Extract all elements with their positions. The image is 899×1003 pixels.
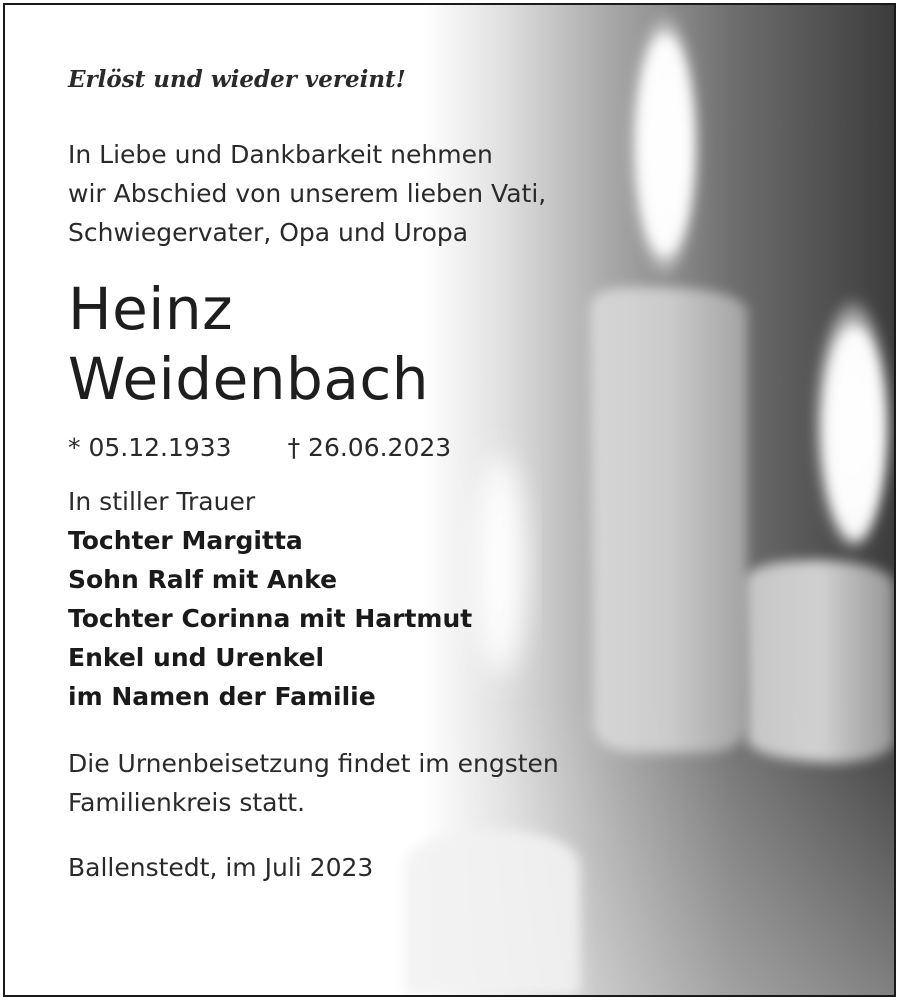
first-name: Heinz xyxy=(68,275,234,343)
intro-line: Schwiegervater, Opa und Uropa xyxy=(68,218,469,247)
intro-text xyxy=(68,135,668,252)
mourner-name: Tochter Corinna mit Hartmut xyxy=(68,604,473,633)
motto: Erlöst und wieder vereint! xyxy=(68,66,406,93)
intro-line: wir Abschied von unserem lieben Vati, xyxy=(68,179,547,208)
mourner-name: Sohn Ralf mit Anke xyxy=(68,565,338,594)
burial-note xyxy=(68,744,668,822)
death-date: † 26.06.2023 xyxy=(287,433,452,462)
mourning-lead: In stiller Trauer xyxy=(68,487,256,516)
mourner-name: Enkel und Urenkel xyxy=(68,643,325,672)
obituary-notice xyxy=(3,3,896,997)
intro-line: In Liebe und Dankbarkeit nehmen xyxy=(68,140,493,169)
life-dates xyxy=(68,432,668,464)
deceased-name xyxy=(68,274,668,414)
notice-content xyxy=(68,65,668,884)
burial-line: Die Urnenbeisetzung findet im engsten xyxy=(68,749,559,778)
mourners-list xyxy=(68,482,668,716)
birth-date: * 05.12.1933 xyxy=(68,433,232,462)
mourner-name: Tochter Margitta xyxy=(68,526,303,555)
burial-line: Familienkreis statt. xyxy=(68,788,306,817)
mourner-name: im Namen der Familie xyxy=(68,682,376,711)
place-date: Ballenstedt, im Juli 2023 xyxy=(68,853,374,882)
last-name: Weidenbach xyxy=(68,345,430,413)
